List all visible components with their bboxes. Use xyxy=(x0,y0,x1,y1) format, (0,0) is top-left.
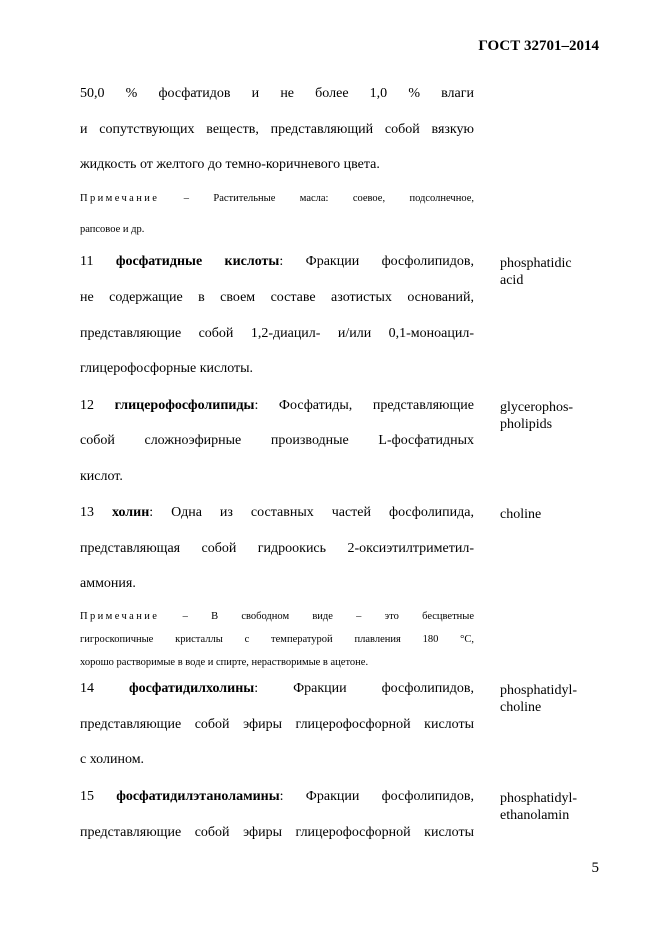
term-number: 15 xyxy=(80,789,94,804)
note-2-line-3: хорошо растворимые в воде и спирте, нерастворимые в ацетоне. xyxy=(80,657,369,668)
term-14-line-1 xyxy=(80,681,474,697)
term-11-english xyxy=(500,255,610,289)
term-11-line-2: не содержащие в своем составе азотистых оснований, xyxy=(80,290,474,305)
note-text: – Растительные масла: соевое, подсолнечное, xyxy=(183,193,474,204)
term-14-english xyxy=(500,682,610,716)
english-term-line: pholipids xyxy=(500,417,553,432)
term-definition-start: : Фракции фосфолипидов, xyxy=(279,254,474,269)
term-11-line-4: глицерофосфорные кислоты. xyxy=(80,361,254,376)
english-term-line: glycerophos- xyxy=(500,400,574,415)
term-number: 13 xyxy=(80,505,94,520)
term-definition-start: : Фракции фосфолипидов, xyxy=(279,789,474,804)
term-definition-start: : Фосфатиды, представляющие xyxy=(254,398,475,413)
term-title: холин xyxy=(112,505,150,520)
term-title: фосфатидные кислоты xyxy=(115,254,280,269)
note-label: Примечание xyxy=(80,611,160,622)
term-13-line-2: представляющая собой гидроокись 2-оксиэтилтриметил- xyxy=(80,541,474,556)
term-definition-start: : Одна из составных частей фосфолипида, xyxy=(149,505,474,520)
term-title: глицерофосфолипиды xyxy=(114,398,255,413)
english-term-line: phosphatidic xyxy=(500,256,572,271)
page-number: 5 xyxy=(591,860,599,876)
term-number: 14 xyxy=(80,681,94,696)
english-term-line: ethanolamin xyxy=(500,808,570,823)
term-15-line-2: представляющие собой эфиры глицерофосфорной кислоты xyxy=(80,825,474,840)
english-term-line: choline xyxy=(500,507,542,522)
term-13-line-3: аммония. xyxy=(80,576,136,591)
english-term-line: acid xyxy=(500,273,524,288)
document-standard-header: ГОСТ 32701–2014 xyxy=(478,38,599,54)
note-label: Примечание xyxy=(80,193,160,204)
term-15-english xyxy=(500,790,610,824)
note-2-line-1 xyxy=(80,611,474,622)
term-12-line-2: собой сложноэфирные производные L-фосфатидных xyxy=(80,433,474,448)
term-15-line-1 xyxy=(80,789,474,805)
body-line-2: и сопутствующих веществ, представляющий собой вязкую xyxy=(80,122,474,137)
term-title: фосфатидилэтаноламины xyxy=(116,789,280,804)
english-term-line: phosphatidyl- xyxy=(500,791,577,806)
note-text: – В свободном виде – это бесцветные xyxy=(182,611,474,622)
term-title: фосфатидилхолины xyxy=(129,681,255,696)
note-line-2: рапсовое и др. xyxy=(80,224,145,235)
term-13-line-1 xyxy=(80,505,474,521)
term-number: 12 xyxy=(80,398,94,413)
term-12-english xyxy=(500,399,610,433)
term-12-line-3: кислот. xyxy=(80,469,123,484)
term-12-line-1 xyxy=(80,398,474,414)
term-14-line-3: с холином. xyxy=(80,752,145,767)
term-11-line-1 xyxy=(80,254,474,270)
body-line-1: 50,0 % фосфатидов и не более 1,0 % влаги xyxy=(80,86,474,101)
note-2-line-2: гигроскопичные кристаллы с температурой плавления 180 °С, xyxy=(80,634,474,645)
english-term-line: phosphatidyl- xyxy=(500,683,577,698)
note-line-1 xyxy=(80,193,474,204)
term-13-english xyxy=(500,506,610,523)
term-11-line-3: представляющие собой 1,2-диацил- и/или 0,1-моноацил- xyxy=(80,326,474,341)
term-definition-start: : Фракции фосфолипидов, xyxy=(254,681,474,696)
body-line-3: жидкость от желтого до темно-коричневого цвета. xyxy=(80,157,380,172)
english-term-line: choline xyxy=(500,700,542,715)
term-number: 11 xyxy=(80,254,94,269)
term-14-line-2: представляющие собой эфиры глицерофосфорной кислоты xyxy=(80,717,474,732)
